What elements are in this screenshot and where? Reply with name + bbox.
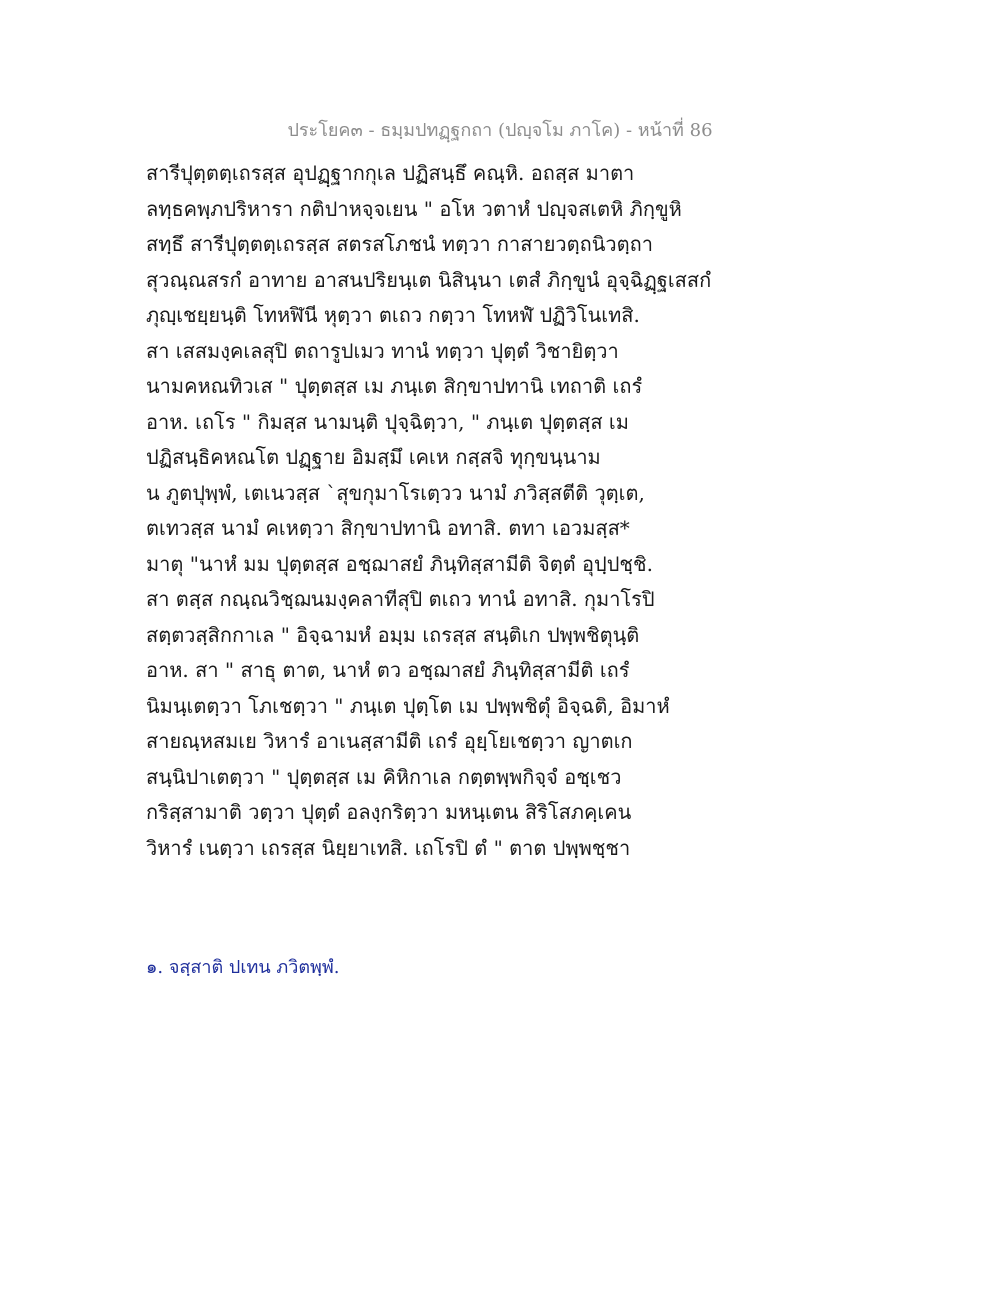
footnote: ๑. จสฺสาติ ปเทน ภวิตพฺพํ. — [146, 957, 340, 978]
text-line: สา เสสมงฺคเลสุปิ ตถารูปเมว ทานํ ทตฺวา ปุตฺตํ วิชายิตฺวา — [146, 338, 619, 363]
text-line: น ภูตปุพฺพํ, เตเนวสฺส `สุขกุมาโรเตฺวว นามํ ภวิสฺสตีติ วุตฺเต, — [146, 480, 645, 505]
text-line: ภุญฺเชยฺยนฺติ โทหฬินี หุตฺวา ตเถว กตฺวา โทหฬํ ปฏิวิโนเทสิ. — [146, 303, 640, 327]
text-line: สา ตสฺส กณฺณวิชฺฌนมงฺคลาทีสุปิ ตเถว ทานํ อทาสิ. กุมาโรปิ — [146, 587, 655, 611]
text-line: ตเทวสฺส นามํ คเหตฺวา สิกฺขาปทานิ อทาสิ. ตทา เอวมสฺส* — [146, 516, 630, 540]
page-header — [0, 118, 1000, 144]
text-line: วิหารํ เนตฺวา เถรสฺส นิยฺยาเทสิ. เถโรปิ ตํ " ตาต ปพฺพชฺชา — [146, 835, 631, 860]
text-line: กริสฺสามาติ วตฺวา ปุตฺตํ อลงฺกริตฺวา มหนฺเตน สิริโสภคฺเคน — [146, 800, 632, 824]
text-line: อาห. เถโร " กิมสฺส นามนฺติ ปุจฺฉิตฺวา, " ภนฺเต ปุตฺตสฺส เม — [146, 409, 629, 434]
text-line: นามคหณทิวเส " ปุตฺตสฺส เม ภนฺเต สิกฺขาปทานิ เทถาติ เถรํ — [146, 374, 643, 398]
text-line: ปฏิสนฺธิคหณโต ปฏฺฐาย อิมสฺมึ เคเห กสฺสจิ ทุกฺขนฺนาม — [146, 445, 601, 469]
page-header-text: ประโยค๓ - ธมฺมปทฏฺฐกถา (ปญฺจโม ภาโค) - หน้าที่ 86 — [287, 120, 713, 141]
text-line: นิมนฺเตตฺวา โภเชตฺวา " ภนฺเต ปุตฺโต เม ปพฺพชิตุํ อิจฺฉติ, อิมาหํ — [146, 693, 670, 718]
text-line: สุวณฺณสรกํ อาทาย อาสนปริยนฺเต นิสินฺนา เตสํ ภิกฺขูนํ อุจฺฉิฏฺฐเสสกํ — [146, 267, 712, 292]
text-line: มาตุ "นาหํ มม ปุตฺตสฺส อชฺฌาสยํ ภินฺทิสฺสามีติ จิตฺตํ อุปฺปชฺชิ. — [146, 551, 653, 576]
text-line: สนฺนิปาเตตฺวา " ปุตฺตสฺส เม คิหิกาเล กตฺตพฺพกิจฺจํ อชฺเชว — [146, 764, 622, 789]
text-line: สายณฺหสมเย วิหารํ อาเนสฺสามีติ เถรํ อุยฺโยเชตฺวา ญาตเก — [146, 729, 633, 753]
text-line: ลทฺธคพฺภปริหารา กติปาหจฺจเยน " อโห วตาหํ ปญฺจสเตหิ ภิกฺขูหิ — [146, 196, 682, 221]
text-line: สทฺธึ สารีปุตฺตตฺเถรสฺส สตรสโภชนํ ทตฺวา กาสายวตฺถนิวตฺถา — [146, 232, 653, 256]
text-line: สารีปุตฺตตฺเถรสฺส อุปฏฺฐากกุเล ปฏิสนฺธึ คณฺหิ. อถสฺส มาตา — [146, 161, 635, 185]
body-text — [146, 156, 866, 866]
text-line: สตฺตวสฺสิกกาเล " อิจฺฉามหํ อมฺม เถรสฺส สนฺติเก ปพฺพชิตุนฺติ — [146, 622, 640, 647]
text-line: อาห. สา " สาธุ ตาต, นาหํ ตว อชฺฌาสยํ ภินฺทิสฺสามีติ เถรํ — [146, 658, 630, 682]
